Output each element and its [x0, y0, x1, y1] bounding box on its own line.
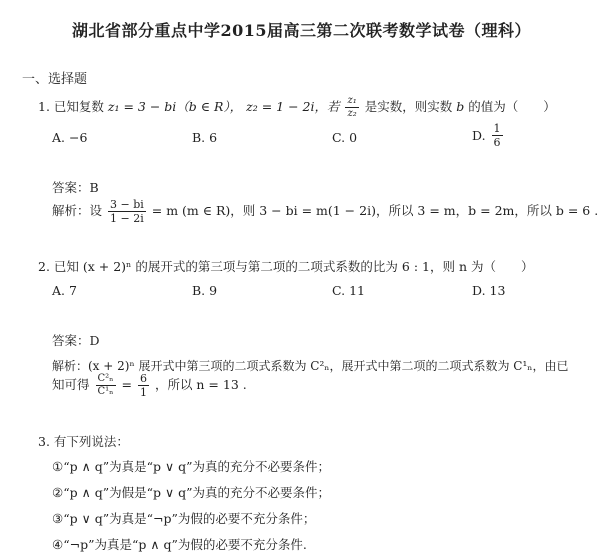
page-title: 湖北省部分重点中学2015届高三第二次联考数学试卷（理科）: [71, 21, 532, 40]
q1-analysis: 解析：设 $\frac{3 - bi}{1 - 2i}$ = m (m ∈ R)，则 3 − bi = m(1 − 2i)，所以 3 = m，b = 2m，所以 b = 6 .: [52, 198, 599, 225]
question-3-stem: 3. 有下列说法：: [38, 434, 129, 449]
q3-item-4: ④“¬p”为真是“p ∧ q”为假的必要不充分条件.: [52, 537, 307, 552]
q1-stem-b: z₁ = 3 − bi（b ∈ R），: [107, 99, 243, 114]
q1-stem-e: b: [456, 99, 465, 114]
q1-option-d: D. $\frac{1}{6}$: [472, 122, 501, 149]
q1-stem-a: 1. 已知复数: [38, 99, 104, 114]
q2-analysis-line1: 解析：(x + 2)ⁿ 展开式中第三项的二项式系数为 C²ₙ，展开式中第二项的二项式系数为 C¹ₙ，由已: [52, 359, 569, 373]
q3-item-2: ②“p ∧ q”为假是“p ∨ q”为真的充分不必要条件；: [52, 485, 330, 500]
q1-option-b: B. 6: [192, 130, 218, 145]
q2-option-b: B. 9: [192, 283, 218, 298]
q1-stem-d: 是实数，则实数: [364, 99, 453, 114]
q2-option-a: A. 7: [52, 283, 77, 298]
q2-option-c: C. 11: [332, 283, 365, 298]
q1-stem-f: 的值为（ ）: [468, 99, 556, 114]
q1-stem-c: z₂ = 1 − 2i，若: [246, 99, 340, 114]
section-heading: 一、选择题: [22, 72, 88, 87]
q1-option-a: A. −6: [52, 130, 88, 145]
q2-analysis-line2: 知可得 $\frac{\text{C²ₙ}}{\text{C¹ₙ}}$ = $\frac{6}{1}$ ，所以 n = 13 .: [52, 372, 247, 399]
q1-answer: 答案：B: [52, 180, 99, 195]
q2-answer: 答案：D: [52, 333, 100, 348]
question-1-stem: [38, 96, 556, 119]
q2-option-d: D. 13: [472, 283, 506, 298]
question-2-stem: 2. 已知 (x + 2)ⁿ 的展开式的第三项与第二项的二项式系数的比为 6 : 1，则 n 为（ ）: [38, 259, 534, 274]
q1-option-c: C. 0: [332, 130, 358, 145]
q3-item-3: ③“p ∨ q”为真是“¬p”为假的必要不充分条件；: [52, 511, 316, 526]
q3-item-1: ①“p ∧ q”为真是“p ∨ q”为真的充分不必要条件；: [52, 459, 330, 474]
q1-stem-fraction: $\frac{\text{z₁}}{\text{z₂}}$: [347, 95, 357, 119]
